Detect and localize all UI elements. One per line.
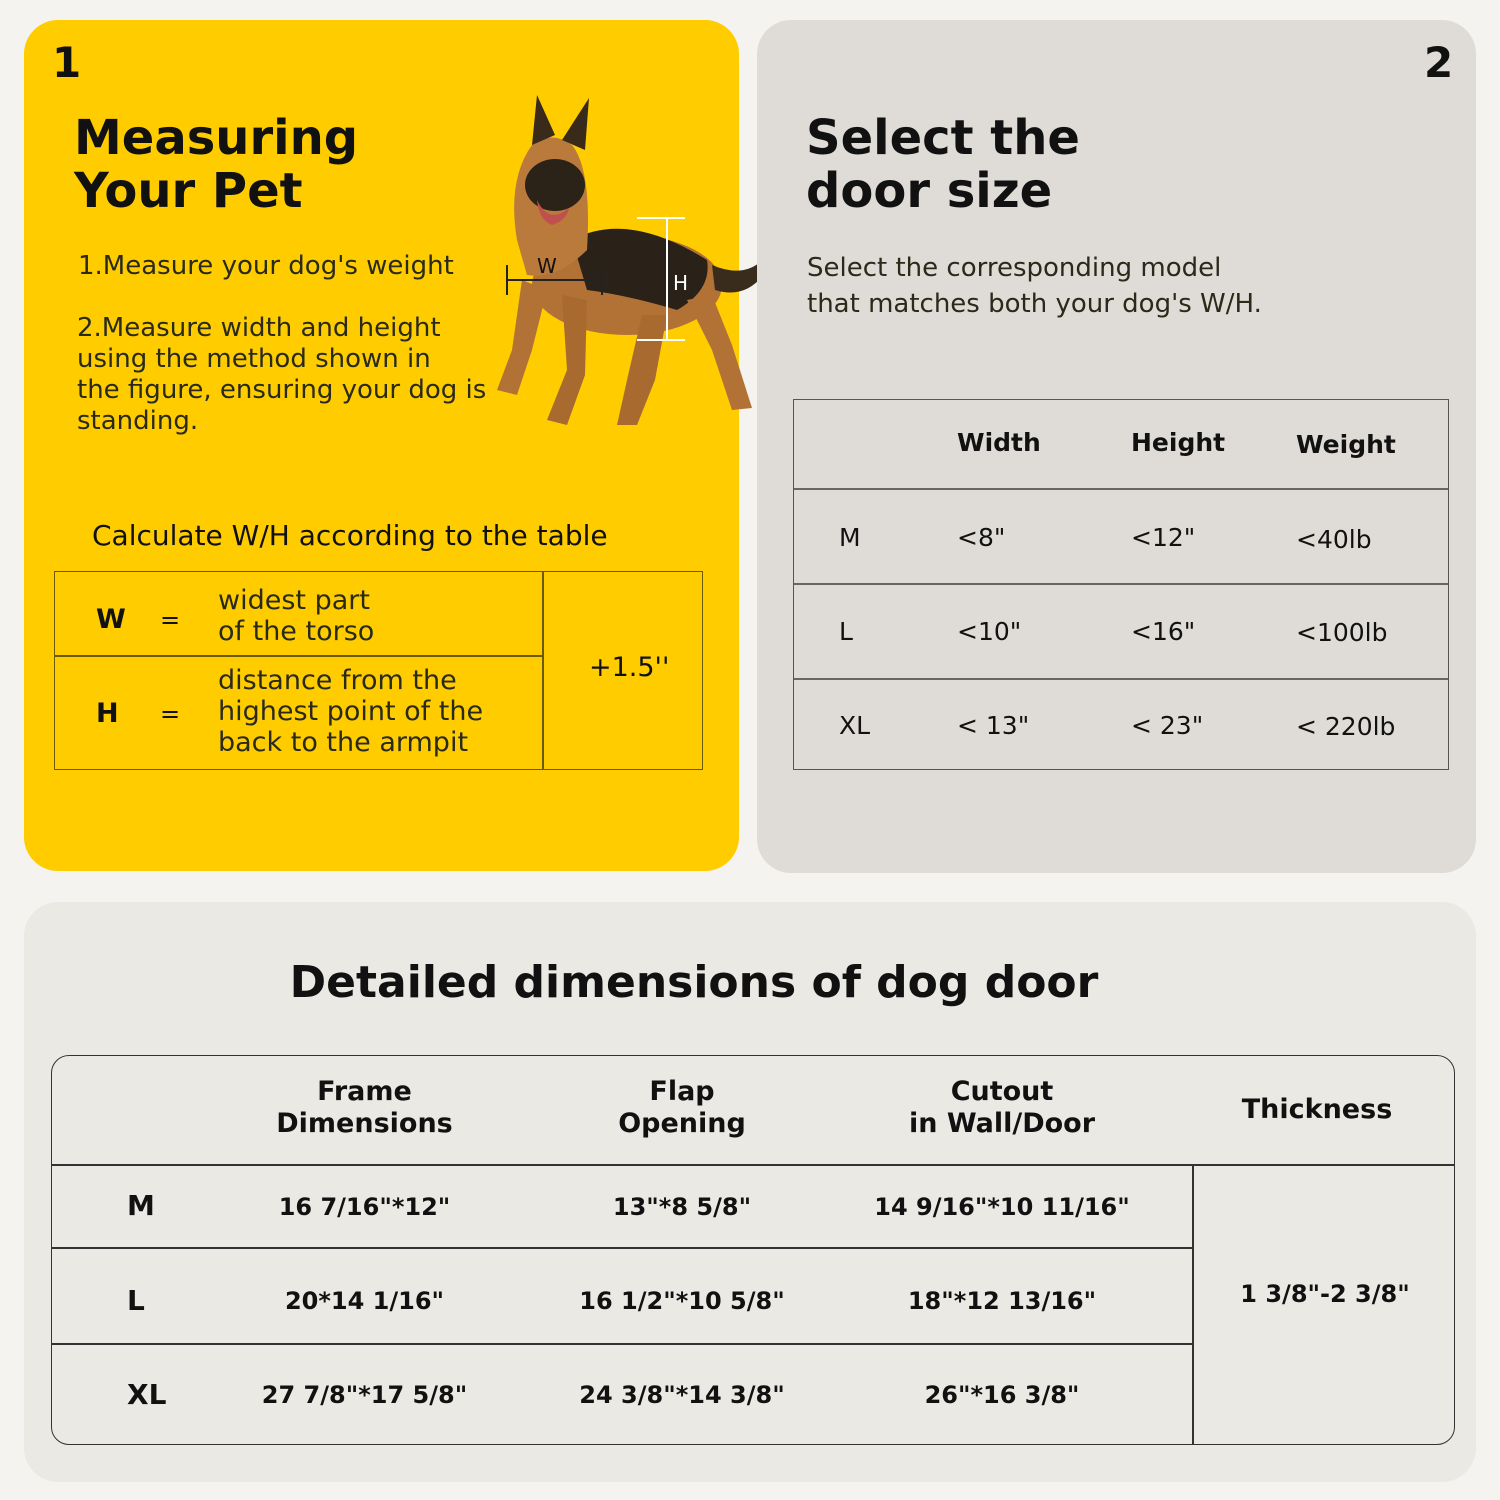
figure-h-label: H xyxy=(673,271,689,295)
door-size-panel xyxy=(757,20,1476,873)
row-divider xyxy=(52,1247,1192,1249)
h-letter: H xyxy=(96,698,119,729)
measuring-panel xyxy=(24,20,739,871)
row-divider xyxy=(794,488,1448,490)
size-label: XL xyxy=(839,711,871,740)
dimensions-panel xyxy=(24,902,1476,1482)
size-label: XL xyxy=(127,1378,167,1411)
header-cutout: Cutout in Wall/Door xyxy=(908,1076,1096,1139)
dimensions-title: Detailed dimensions of dog door xyxy=(289,957,1099,1008)
allowance-value: +1.5'' xyxy=(589,652,670,683)
h-equals: = xyxy=(160,700,181,728)
step-number: 2 xyxy=(1424,38,1454,87)
size-label: M xyxy=(839,523,861,552)
wh-table xyxy=(54,571,703,770)
w-description: widest part of the torso xyxy=(218,585,375,647)
flap-value: 13"*8 5/8" xyxy=(612,1193,752,1221)
dog-illustration xyxy=(477,90,767,440)
header-weight: Weight xyxy=(1296,430,1396,459)
height-value: <16" xyxy=(1131,617,1196,646)
size-label: L xyxy=(839,617,853,646)
step-number: 1 xyxy=(52,38,82,87)
row-divider xyxy=(52,1343,1192,1345)
cutout-value: 18"*12 13/16" xyxy=(907,1287,1097,1315)
w-letter: W xyxy=(96,604,126,635)
width-value: < 13" xyxy=(957,711,1030,740)
header-frame: Frame Dimensions xyxy=(276,1076,453,1139)
figure-w-label: W xyxy=(537,254,557,278)
header-height: Height xyxy=(1131,428,1226,457)
header-width: Width xyxy=(957,428,1041,457)
frame-value: 20*14 1/16" xyxy=(284,1287,445,1315)
step2-instruction: 2.Measure width and height using the method shown in the figure, ensuring your dog is standing. xyxy=(77,313,487,436)
row-divider xyxy=(794,583,1448,585)
w-equals: = xyxy=(160,606,181,634)
width-value: <10" xyxy=(957,617,1022,646)
h-description: distance from the highest point of the back to the armpit xyxy=(218,665,484,758)
row-divider xyxy=(794,678,1448,680)
table-divider xyxy=(55,655,542,657)
table-divider xyxy=(542,572,544,769)
row-divider xyxy=(52,1164,1454,1166)
cutout-value: 26"*16 3/8" xyxy=(924,1381,1080,1409)
cutout-value: 14 9/16"*10 11/16" xyxy=(874,1193,1130,1221)
weight-value: <100lb xyxy=(1296,618,1388,647)
size-label: L xyxy=(127,1284,145,1317)
height-value: <12" xyxy=(1131,523,1196,552)
header-flap: Flap Opening xyxy=(618,1076,746,1139)
header-thickness: Thickness xyxy=(1241,1094,1393,1125)
flap-value: 24 3/8"*14 3/8" xyxy=(579,1381,785,1409)
frame-value: 16 7/16"*12" xyxy=(278,1193,451,1221)
flap-value: 16 1/2"*10 5/8" xyxy=(579,1287,785,1315)
panel-title: Measuring Your Pet xyxy=(74,110,359,219)
size-table xyxy=(793,399,1449,770)
thickness-value: 1 3/8"-2 3/8" xyxy=(1240,1280,1410,1308)
calc-heading: Calculate W/H according to the table xyxy=(92,519,608,552)
weight-value: < 220lb xyxy=(1296,712,1396,741)
step1-instruction: 1.Measure your dog's weight xyxy=(78,251,454,281)
weight-value: <40lb xyxy=(1296,525,1372,554)
width-value: <8" xyxy=(957,523,1006,552)
height-value: < 23" xyxy=(1131,711,1204,740)
dimensions-table xyxy=(51,1055,1455,1445)
size-label: M xyxy=(127,1189,155,1222)
panel-subtitle: Select the corresponding model that matches both your dog's W/H. xyxy=(807,253,1262,319)
frame-value: 27 7/8"*17 5/8" xyxy=(261,1381,468,1409)
panel-title: Select the door size xyxy=(806,110,1080,219)
